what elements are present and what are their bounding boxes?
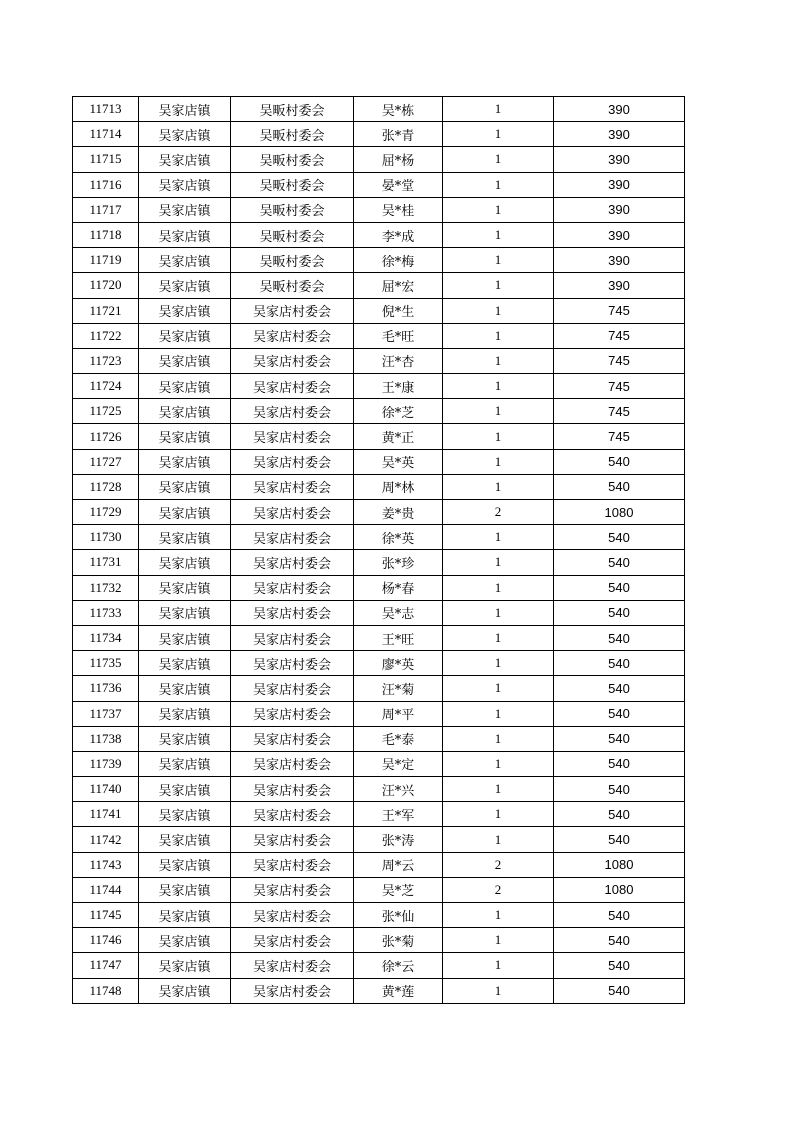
cell-village-committee: 吴家店村委会 — [231, 651, 354, 676]
cell-person-name: 姜*贵 — [354, 500, 443, 525]
cell-village-committee: 吴家店村委会 — [231, 676, 354, 701]
cell-person-count: 1 — [443, 374, 554, 399]
table-row — [73, 877, 685, 902]
cell-person-count: 2 — [443, 500, 554, 525]
cell-person-name: 徐*梅 — [354, 248, 443, 273]
cell-serial-number: 11723 — [73, 348, 139, 373]
cell-amount: 745 — [554, 374, 685, 399]
cell-person-name: 周*云 — [354, 852, 443, 877]
cell-serial-number: 11740 — [73, 777, 139, 802]
cell-person-count: 1 — [443, 600, 554, 625]
cell-amount: 390 — [554, 273, 685, 298]
cell-town: 吴家店镇 — [139, 928, 231, 953]
cell-person-name: 张*仙 — [354, 903, 443, 928]
cell-village-committee: 吴家店村委会 — [231, 903, 354, 928]
cell-person-count: 1 — [443, 575, 554, 600]
cell-person-count: 1 — [443, 751, 554, 776]
cell-amount: 745 — [554, 298, 685, 323]
table-row — [73, 852, 685, 877]
cell-village-committee: 吴家店村委会 — [231, 424, 354, 449]
cell-person-name: 吴*桂 — [354, 197, 443, 222]
cell-person-count: 1 — [443, 701, 554, 726]
cell-town: 吴家店镇 — [139, 323, 231, 348]
table-row — [73, 500, 685, 525]
cell-village-committee: 吴家店村委会 — [231, 525, 354, 550]
cell-town: 吴家店镇 — [139, 852, 231, 877]
table-row — [73, 928, 685, 953]
cell-serial-number: 11745 — [73, 903, 139, 928]
cell-serial-number: 11741 — [73, 802, 139, 827]
cell-person-name: 杨*春 — [354, 575, 443, 600]
cell-amount: 540 — [554, 953, 685, 978]
cell-person-count: 1 — [443, 625, 554, 650]
cell-amount: 390 — [554, 97, 685, 122]
table-row — [73, 97, 685, 122]
cell-person-name: 周*平 — [354, 701, 443, 726]
cell-serial-number: 11747 — [73, 953, 139, 978]
table-row — [73, 348, 685, 373]
cell-town: 吴家店镇 — [139, 97, 231, 122]
cell-town: 吴家店镇 — [139, 122, 231, 147]
cell-amount: 390 — [554, 197, 685, 222]
cell-village-committee: 吴家店村委会 — [231, 625, 354, 650]
table-row — [73, 525, 685, 550]
cell-town: 吴家店镇 — [139, 802, 231, 827]
cell-person-count: 2 — [443, 877, 554, 902]
cell-amount: 540 — [554, 550, 685, 575]
cell-village-committee: 吴家店村委会 — [231, 701, 354, 726]
cell-amount: 390 — [554, 172, 685, 197]
cell-town: 吴家店镇 — [139, 172, 231, 197]
cell-town: 吴家店镇 — [139, 903, 231, 928]
cell-serial-number: 11715 — [73, 147, 139, 172]
cell-serial-number: 11718 — [73, 222, 139, 247]
cell-town: 吴家店镇 — [139, 701, 231, 726]
table-row — [73, 374, 685, 399]
cell-serial-number: 11732 — [73, 575, 139, 600]
cell-person-count: 1 — [443, 978, 554, 1003]
cell-person-name: 黄*莲 — [354, 978, 443, 1003]
cell-village-committee: 吴家店村委会 — [231, 827, 354, 852]
cell-person-count: 1 — [443, 676, 554, 701]
cell-town: 吴家店镇 — [139, 575, 231, 600]
cell-town: 吴家店镇 — [139, 525, 231, 550]
cell-person-name: 毛*泰 — [354, 726, 443, 751]
cell-person-count: 1 — [443, 399, 554, 424]
cell-town: 吴家店镇 — [139, 197, 231, 222]
cell-amount: 390 — [554, 248, 685, 273]
cell-village-committee: 吴畈村委会 — [231, 147, 354, 172]
cell-person-name: 张*珍 — [354, 550, 443, 575]
cell-amount: 540 — [554, 651, 685, 676]
cell-person-count: 1 — [443, 222, 554, 247]
table-row — [73, 424, 685, 449]
cell-amount: 745 — [554, 348, 685, 373]
table-row — [73, 273, 685, 298]
table-row — [73, 449, 685, 474]
cell-serial-number: 11744 — [73, 877, 139, 902]
cell-amount: 540 — [554, 777, 685, 802]
cell-town: 吴家店镇 — [139, 676, 231, 701]
cell-village-committee: 吴家店村委会 — [231, 600, 354, 625]
cell-serial-number: 11719 — [73, 248, 139, 273]
cell-town: 吴家店镇 — [139, 424, 231, 449]
cell-serial-number: 11714 — [73, 122, 139, 147]
cell-village-committee: 吴家店村委会 — [231, 348, 354, 373]
cell-amount: 745 — [554, 399, 685, 424]
cell-serial-number: 11729 — [73, 500, 139, 525]
table-row — [73, 777, 685, 802]
table-row — [73, 298, 685, 323]
cell-person-name: 吴*志 — [354, 600, 443, 625]
cell-town: 吴家店镇 — [139, 877, 231, 902]
cell-amount: 540 — [554, 978, 685, 1003]
cell-amount: 745 — [554, 424, 685, 449]
table-row — [73, 726, 685, 751]
cell-village-committee: 吴家店村委会 — [231, 877, 354, 902]
cell-person-count: 1 — [443, 802, 554, 827]
cell-serial-number: 11722 — [73, 323, 139, 348]
cell-person-name: 李*成 — [354, 222, 443, 247]
cell-amount: 540 — [554, 903, 685, 928]
cell-village-committee: 吴畈村委会 — [231, 97, 354, 122]
cell-person-count: 1 — [443, 248, 554, 273]
cell-person-name: 廖*英 — [354, 651, 443, 676]
cell-amount: 540 — [554, 575, 685, 600]
table-row — [73, 122, 685, 147]
cell-person-name: 吴*定 — [354, 751, 443, 776]
cell-serial-number: 11725 — [73, 399, 139, 424]
cell-village-committee: 吴畈村委会 — [231, 248, 354, 273]
cell-village-committee: 吴家店村委会 — [231, 852, 354, 877]
cell-amount: 540 — [554, 525, 685, 550]
cell-serial-number: 11742 — [73, 827, 139, 852]
cell-town: 吴家店镇 — [139, 726, 231, 751]
cell-amount: 390 — [554, 222, 685, 247]
cell-person-name: 徐*芝 — [354, 399, 443, 424]
cell-amount: 745 — [554, 323, 685, 348]
cell-person-count: 1 — [443, 323, 554, 348]
cell-town: 吴家店镇 — [139, 374, 231, 399]
cell-serial-number: 11731 — [73, 550, 139, 575]
cell-town: 吴家店镇 — [139, 550, 231, 575]
cell-serial-number: 11728 — [73, 474, 139, 499]
cell-serial-number: 11720 — [73, 273, 139, 298]
table-row — [73, 676, 685, 701]
table-row — [73, 172, 685, 197]
table-row — [73, 625, 685, 650]
cell-amount: 1080 — [554, 877, 685, 902]
cell-person-name: 汪*杏 — [354, 348, 443, 373]
cell-amount: 540 — [554, 751, 685, 776]
cell-amount: 540 — [554, 449, 685, 474]
cell-village-committee: 吴畈村委会 — [231, 172, 354, 197]
cell-town: 吴家店镇 — [139, 751, 231, 776]
cell-person-count: 1 — [443, 474, 554, 499]
cell-town: 吴家店镇 — [139, 222, 231, 247]
cell-serial-number: 11736 — [73, 676, 139, 701]
cell-person-count: 1 — [443, 903, 554, 928]
cell-person-name: 屈*杨 — [354, 147, 443, 172]
cell-town: 吴家店镇 — [139, 348, 231, 373]
table-row — [73, 323, 685, 348]
cell-person-name: 徐*云 — [354, 953, 443, 978]
cell-person-count: 1 — [443, 726, 554, 751]
cell-person-count: 1 — [443, 122, 554, 147]
cell-person-count: 1 — [443, 777, 554, 802]
cell-amount: 540 — [554, 600, 685, 625]
cell-town: 吴家店镇 — [139, 600, 231, 625]
cell-person-name: 张*青 — [354, 122, 443, 147]
cell-town: 吴家店镇 — [139, 273, 231, 298]
cell-person-name: 黄*正 — [354, 424, 443, 449]
cell-amount: 1080 — [554, 500, 685, 525]
cell-amount: 390 — [554, 122, 685, 147]
table-row — [73, 550, 685, 575]
cell-amount: 540 — [554, 474, 685, 499]
cell-village-committee: 吴家店村委会 — [231, 777, 354, 802]
cell-town: 吴家店镇 — [139, 248, 231, 273]
table-row — [73, 248, 685, 273]
cell-person-count: 1 — [443, 197, 554, 222]
cell-amount: 1080 — [554, 852, 685, 877]
table-row — [73, 197, 685, 222]
cell-person-count: 1 — [443, 172, 554, 197]
cell-village-committee: 吴家店村委会 — [231, 298, 354, 323]
cell-serial-number: 11726 — [73, 424, 139, 449]
table-body — [73, 97, 685, 1004]
table-row — [73, 802, 685, 827]
cell-serial-number: 11743 — [73, 852, 139, 877]
cell-person-name: 汪*兴 — [354, 777, 443, 802]
table-row — [73, 953, 685, 978]
cell-person-count: 1 — [443, 273, 554, 298]
cell-person-name: 倪*生 — [354, 298, 443, 323]
cell-person-name: 张*菊 — [354, 928, 443, 953]
cell-serial-number: 11734 — [73, 625, 139, 650]
cell-village-committee: 吴畈村委会 — [231, 222, 354, 247]
cell-village-committee: 吴家店村委会 — [231, 575, 354, 600]
cell-serial-number: 11721 — [73, 298, 139, 323]
cell-serial-number: 11733 — [73, 600, 139, 625]
cell-amount: 540 — [554, 676, 685, 701]
cell-town: 吴家店镇 — [139, 474, 231, 499]
cell-person-name: 吴*英 — [354, 449, 443, 474]
cell-person-name: 王*旺 — [354, 625, 443, 650]
cell-person-name: 周*林 — [354, 474, 443, 499]
cell-town: 吴家店镇 — [139, 777, 231, 802]
table-row — [73, 651, 685, 676]
cell-town: 吴家店镇 — [139, 147, 231, 172]
cell-village-committee: 吴家店村委会 — [231, 474, 354, 499]
cell-village-committee: 吴家店村委会 — [231, 751, 354, 776]
cell-person-name: 吴*栋 — [354, 97, 443, 122]
cell-village-committee: 吴家店村委会 — [231, 726, 354, 751]
table-row — [73, 827, 685, 852]
cell-town: 吴家店镇 — [139, 399, 231, 424]
table-row — [73, 978, 685, 1003]
cell-amount: 540 — [554, 701, 685, 726]
cell-serial-number: 11748 — [73, 978, 139, 1003]
cell-village-committee: 吴家店村委会 — [231, 550, 354, 575]
cell-serial-number: 11737 — [73, 701, 139, 726]
cell-person-name: 毛*旺 — [354, 323, 443, 348]
cell-person-count: 1 — [443, 348, 554, 373]
table-row — [73, 474, 685, 499]
cell-serial-number: 11727 — [73, 449, 139, 474]
cell-serial-number: 11716 — [73, 172, 139, 197]
cell-town: 吴家店镇 — [139, 625, 231, 650]
table-row — [73, 147, 685, 172]
cell-village-committee: 吴家店村委会 — [231, 399, 354, 424]
cell-person-count: 1 — [443, 651, 554, 676]
table-row — [73, 575, 685, 600]
cell-amount: 540 — [554, 625, 685, 650]
cell-person-count: 1 — [443, 953, 554, 978]
subsidy-table — [72, 96, 685, 1004]
cell-village-committee: 吴家店村委会 — [231, 928, 354, 953]
cell-person-name: 晏*堂 — [354, 172, 443, 197]
cell-serial-number: 11739 — [73, 751, 139, 776]
table-row — [73, 701, 685, 726]
cell-village-committee: 吴畈村委会 — [231, 273, 354, 298]
cell-person-count: 1 — [443, 97, 554, 122]
cell-village-committee: 吴家店村委会 — [231, 449, 354, 474]
cell-serial-number: 11717 — [73, 197, 139, 222]
cell-person-count: 1 — [443, 424, 554, 449]
cell-person-name: 王*军 — [354, 802, 443, 827]
cell-town: 吴家店镇 — [139, 953, 231, 978]
cell-town: 吴家店镇 — [139, 651, 231, 676]
cell-person-count: 1 — [443, 525, 554, 550]
cell-person-count: 2 — [443, 852, 554, 877]
cell-person-name: 汪*菊 — [354, 676, 443, 701]
cell-serial-number: 11730 — [73, 525, 139, 550]
cell-amount: 390 — [554, 147, 685, 172]
cell-person-count: 1 — [443, 298, 554, 323]
cell-town: 吴家店镇 — [139, 827, 231, 852]
cell-village-committee: 吴家店村委会 — [231, 953, 354, 978]
cell-amount: 540 — [554, 928, 685, 953]
cell-village-committee: 吴畈村委会 — [231, 122, 354, 147]
cell-person-count: 1 — [443, 449, 554, 474]
cell-person-count: 1 — [443, 550, 554, 575]
cell-serial-number: 11738 — [73, 726, 139, 751]
table-row — [73, 751, 685, 776]
table-row — [73, 903, 685, 928]
cell-town: 吴家店镇 — [139, 978, 231, 1003]
cell-serial-number: 11735 — [73, 651, 139, 676]
cell-village-committee: 吴家店村委会 — [231, 802, 354, 827]
cell-village-committee: 吴家店村委会 — [231, 500, 354, 525]
cell-person-name: 屈*宏 — [354, 273, 443, 298]
cell-person-name: 张*涛 — [354, 827, 443, 852]
cell-person-count: 1 — [443, 928, 554, 953]
cell-village-committee: 吴家店村委会 — [231, 323, 354, 348]
cell-town: 吴家店镇 — [139, 298, 231, 323]
cell-town: 吴家店镇 — [139, 449, 231, 474]
cell-village-committee: 吴畈村委会 — [231, 197, 354, 222]
cell-person-name: 吴*芝 — [354, 877, 443, 902]
cell-serial-number: 11713 — [73, 97, 139, 122]
table-row — [73, 222, 685, 247]
cell-amount: 540 — [554, 827, 685, 852]
table-row — [73, 600, 685, 625]
cell-amount: 540 — [554, 802, 685, 827]
cell-serial-number: 11746 — [73, 928, 139, 953]
table-row — [73, 399, 685, 424]
cell-person-name: 王*康 — [354, 374, 443, 399]
cell-village-committee: 吴家店村委会 — [231, 374, 354, 399]
cell-amount: 540 — [554, 726, 685, 751]
cell-person-name: 徐*英 — [354, 525, 443, 550]
cell-town: 吴家店镇 — [139, 500, 231, 525]
cell-village-committee: 吴家店村委会 — [231, 978, 354, 1003]
cell-person-count: 1 — [443, 827, 554, 852]
cell-serial-number: 11724 — [73, 374, 139, 399]
cell-person-count: 1 — [443, 147, 554, 172]
